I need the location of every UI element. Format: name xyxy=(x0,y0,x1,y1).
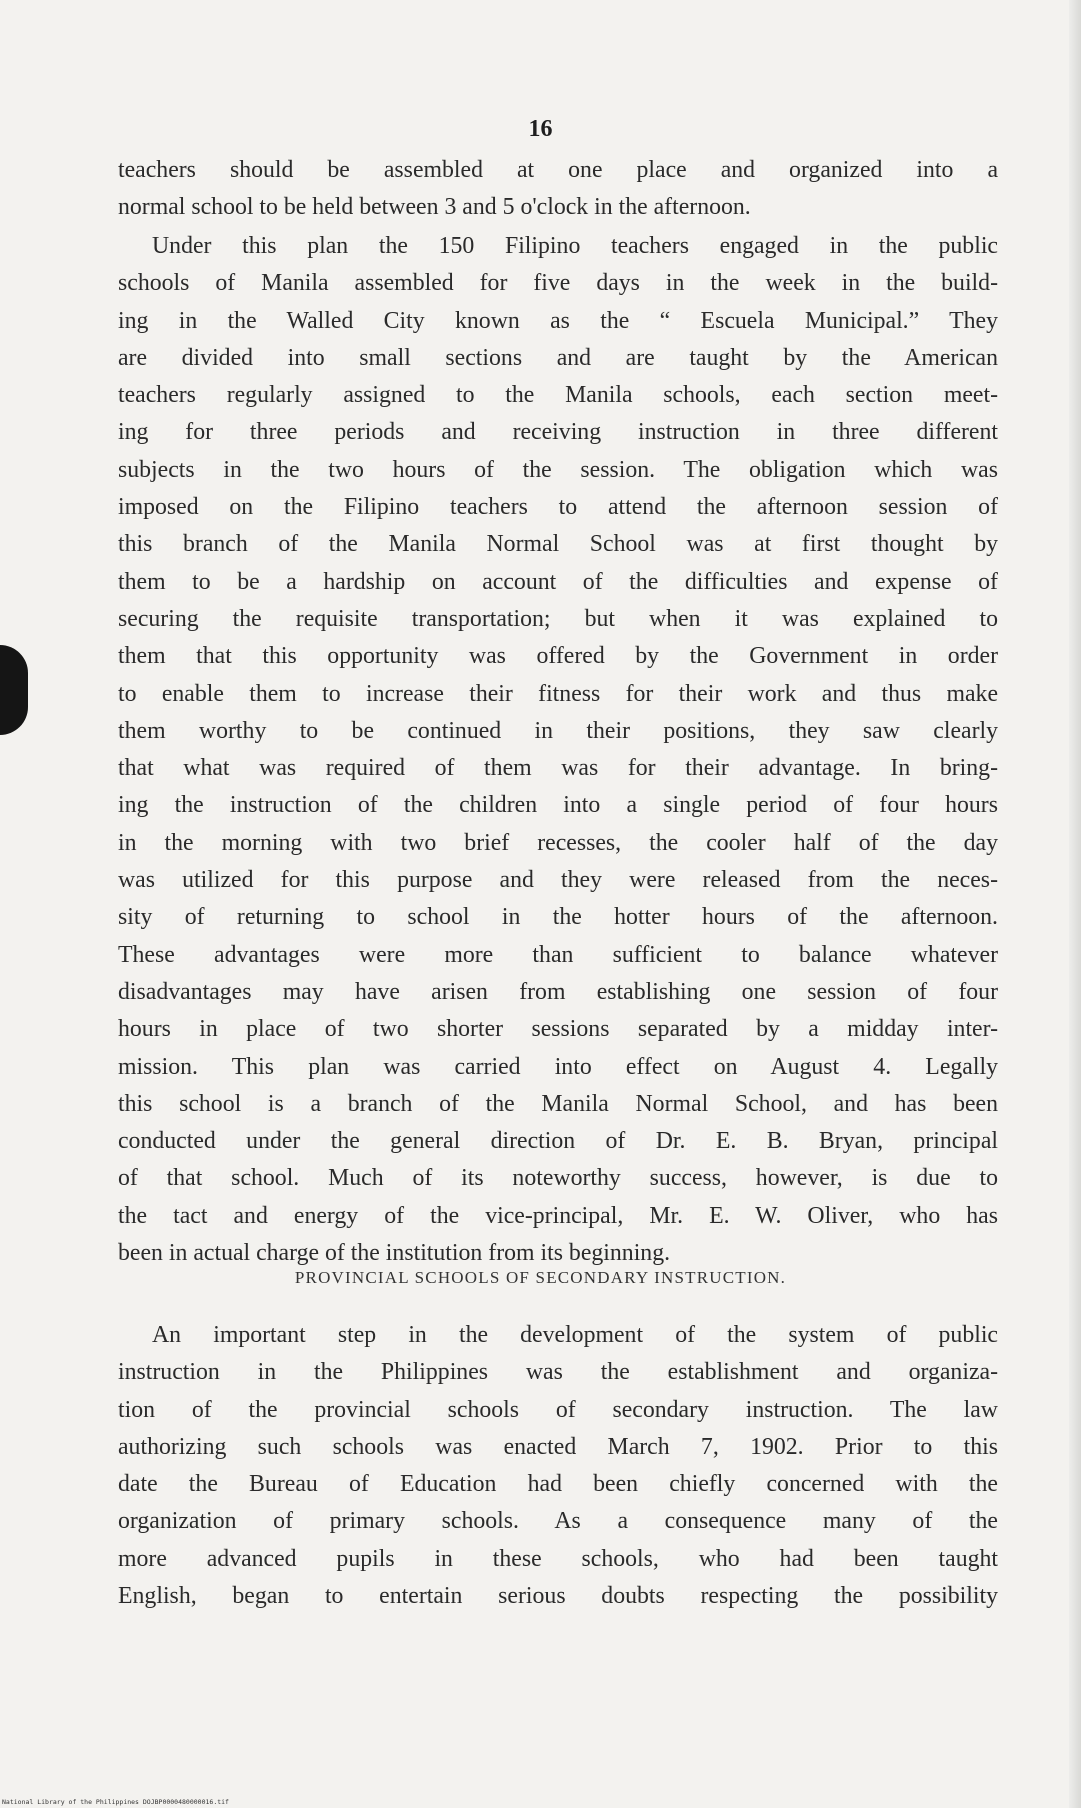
text-line: ing for three periods and receiving instruction in three different xyxy=(118,419,998,446)
text-line: of that school. Much of its noteworthy success, however, is due to xyxy=(118,1165,998,1192)
text-line: schools of Manila assembled for five days in the week in the build- xyxy=(118,270,998,297)
text-line: normal school to be held between 3 and 5 o'clock in the afternoon. xyxy=(118,194,751,221)
text-line: more advanced pupils in these schools, who had been taught xyxy=(118,1545,998,1572)
text-line: These advantages were more than sufficient to balance whatever xyxy=(118,941,998,968)
page-edge-shadow xyxy=(1069,0,1081,1808)
text-line: imposed on the Filipino teachers to attend the afternoon session of xyxy=(118,494,998,521)
text-line: subjects in the two hours of the session. The obligation which was xyxy=(118,456,998,483)
text-line: that what was required of them was for their advantage. In bring- xyxy=(118,755,998,782)
paragraph-provincial-schools xyxy=(118,1317,998,1615)
text-line: was utilized for this purpose and they were released from the neces- xyxy=(118,867,998,894)
paragraph-continuation xyxy=(118,152,998,227)
text-line: been in actual charge of the institution from its beginning. xyxy=(118,1240,671,1267)
text-line: English, began to entertain serious doubts respecting the possibility xyxy=(118,1583,998,1610)
text-line: tion of the provincial schools of secondary instruction. The law xyxy=(118,1396,998,1423)
text-line: this school is a branch of the Manila Normal School, and has been xyxy=(118,1090,998,1117)
text-line: organization of primary schools. As a consequence many of the xyxy=(118,1508,998,1535)
text-line: hours in place of two shorter sessions separated by a midday inter- xyxy=(118,1016,998,1043)
text-line: in the morning with two brief recesses, the cooler half of the day xyxy=(118,829,998,856)
text-line: ing in the Walled City known as the “ Escuela Municipal.” They xyxy=(118,307,998,334)
text-line: instruction in the Philippines was the establishment and organiza- xyxy=(118,1359,998,1386)
text-line: the tact and energy of the vice-principal, Mr. E. W. Oliver, who has xyxy=(118,1202,998,1229)
paragraph-manila-normal xyxy=(118,228,998,1272)
text-line: authorizing such schools was enacted March 7, 1902. Prior to this xyxy=(118,1433,998,1460)
text-line: them worthy to be continued in their positions, they saw clearly xyxy=(118,717,998,744)
text-line: teachers regularly assigned to the Manila schools, each section meet- xyxy=(118,382,998,409)
text-line: to enable them to increase their fitness for their work and thus make xyxy=(118,680,998,707)
text-line: date the Bureau of Education had been chiefly concerned with the xyxy=(118,1471,998,1498)
binding-mark xyxy=(0,645,28,735)
text-line: are divided into small sections and are taught by the American xyxy=(118,344,998,371)
page-number: 16 xyxy=(528,116,553,142)
text-line: Under this plan the 150 Filipino teachers engaged in the public xyxy=(152,233,998,259)
text-line: sity of returning to school in the hotter hours of the afternoon. xyxy=(118,904,998,931)
scan-footer: National Library of the Philippines DOJBP0000480000016.tif xyxy=(2,1798,229,1806)
text-line: them to be a hardship on account of the difficulties and expense of xyxy=(118,568,998,595)
text-line: An important step in the development of the system of public xyxy=(152,1322,998,1348)
text-line: mission. This plan was carried into effect on August 4. Legally xyxy=(118,1053,998,1080)
text-line: conducted under the general direction of Dr. E. B. Bryan, principal xyxy=(118,1128,998,1155)
text-line: disadvantages may have arisen from establishing one session of four xyxy=(118,978,998,1005)
text-line: them that this opportunity was offered by the Government in order xyxy=(118,643,998,670)
text-line: securing the requisite transportation; but when it was explained to xyxy=(118,605,998,632)
text-line: ing the instruction of the children into a single period of four hours xyxy=(118,792,998,819)
text-line: this branch of the Manila Normal School was at first thought by xyxy=(118,531,998,558)
section-heading: PROVINCIAL SCHOOLS OF SECONDARY INSTRUCTION. xyxy=(294,1268,787,1287)
text-line: teachers should be assembled at one place and organized into a xyxy=(118,157,998,183)
